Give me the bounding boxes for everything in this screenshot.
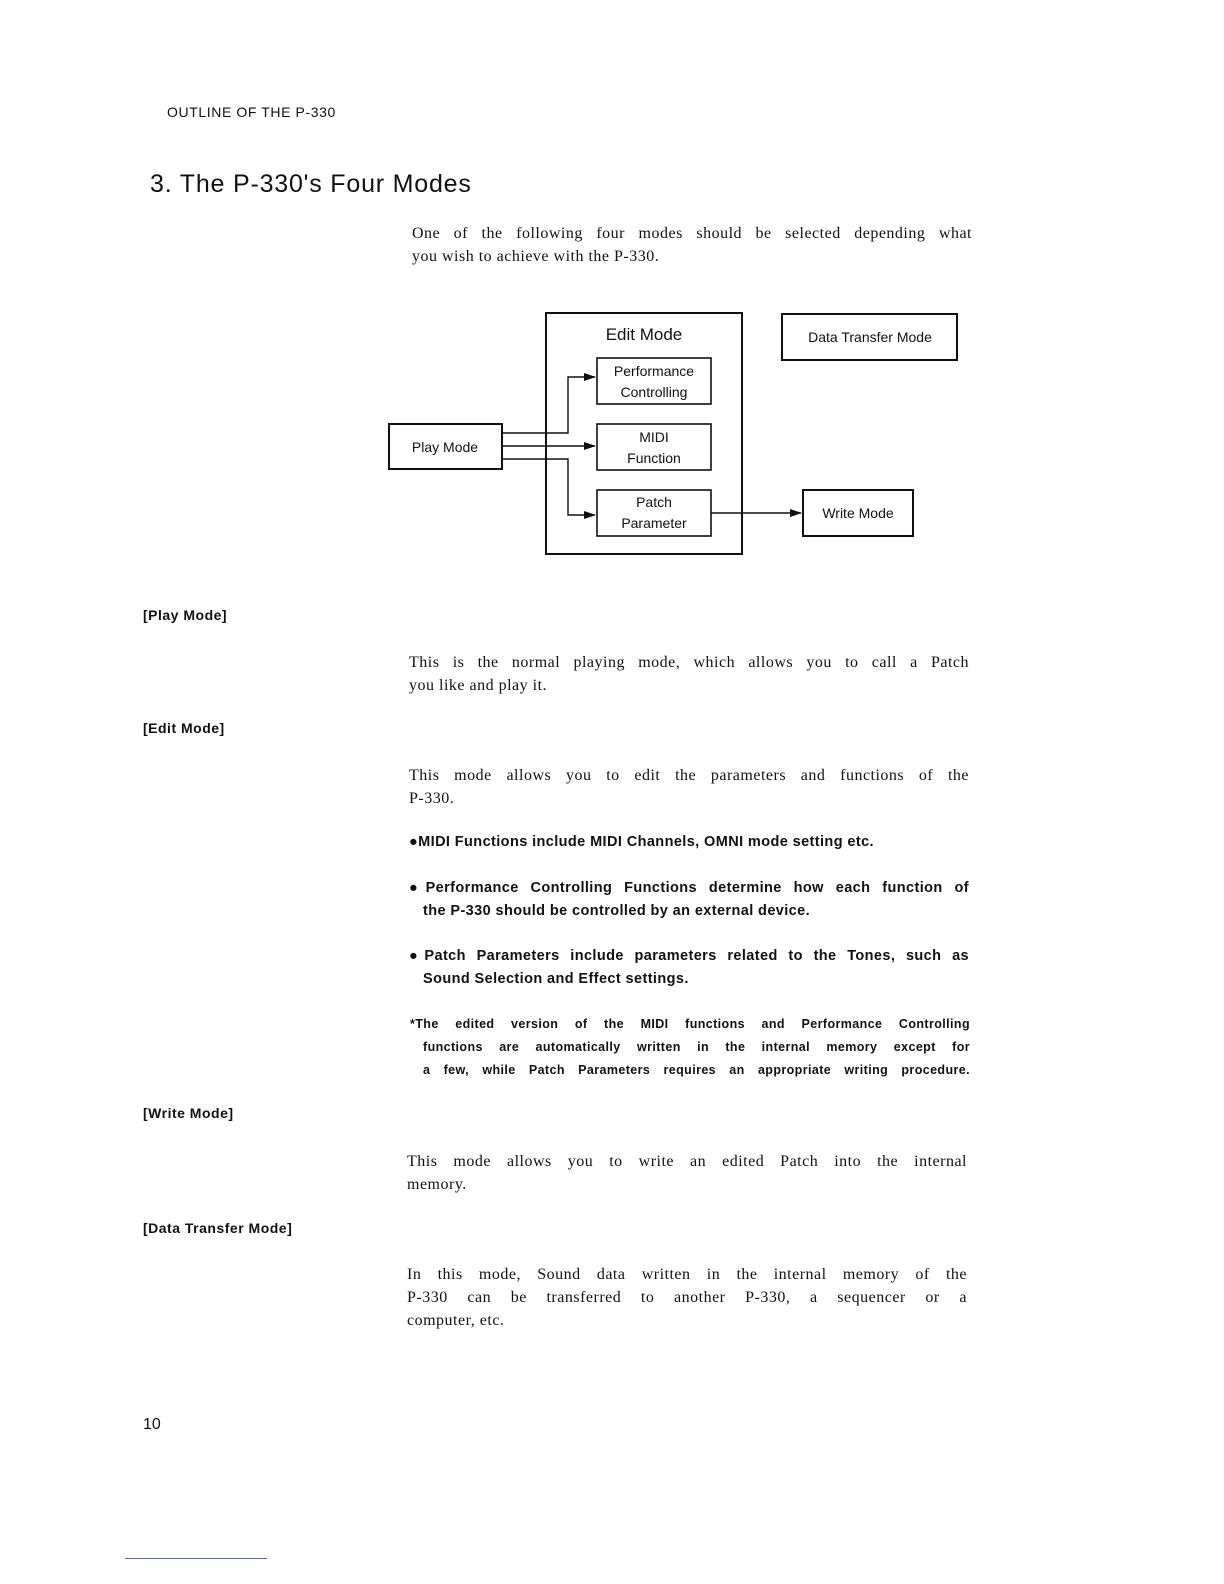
note-line-2: functions are automatically written in the internal memory except for (423, 1040, 970, 1054)
performance-bullet-line-2: the P-330 should be controlled by an external device. (423, 903, 811, 919)
write-mode-line-1: This mode allows you to write an edited Patch into the internal (407, 1153, 967, 1170)
patch-label-line-2: Parameter (621, 515, 687, 531)
data-transfer-mode-description (407, 1263, 967, 1332)
play-mode-label: Play Mode (411, 439, 479, 455)
midi-label-line-2: Function (627, 450, 681, 466)
intro-line-1: One of the following four modes should be selected depending what (412, 225, 972, 242)
write-mode-heading: [Write Mode] (143, 1105, 234, 1121)
performance-bullet-line-1: ●Performance Controlling Functions determine how each function of (409, 880, 969, 896)
section-title: 3. The P-330's Four Modes (150, 170, 472, 198)
play-mode-description (409, 651, 969, 697)
note-line-1: *The edited version of the MIDI functions and Performance Controlling (410, 1017, 970, 1031)
patch-parameters-bullet (409, 945, 969, 991)
patch-bullet-line-1: ●Patch Parameters include parameters related to the Tones, such as (409, 948, 969, 964)
data-transfer-line-1: In this mode, Sound data written in the internal memory of the (407, 1266, 967, 1283)
midi-label-line-1: MIDI (639, 429, 669, 445)
edit-mode-heading: [Edit Mode] (143, 720, 225, 736)
patch-bullet-line-2: Sound Selection and Effect settings. (423, 971, 689, 987)
performance-label-line-1: Performance (613, 363, 695, 379)
play-mode-line-1: This is the normal playing mode, which allows you to call a Patch (409, 654, 969, 671)
edit-mode-label: Edit Mode (605, 325, 683, 344)
page-number: 10 (143, 1416, 161, 1433)
data-transfer-mode-label: Data Transfer Mode (808, 329, 932, 345)
play-mode-heading: [Play Mode] (143, 607, 228, 623)
edit-mode-description (409, 764, 969, 810)
mode-diagram (385, 310, 975, 560)
intro-paragraph (412, 222, 972, 268)
play-mode-line-2: you like and play it. (409, 677, 548, 694)
data-transfer-mode-heading: [Data Transfer Mode] (143, 1220, 293, 1236)
note-line-3: a few, while Patch Parameters requires an appropriate writing procedure. (423, 1063, 970, 1077)
intro-line-2: you wish to achieve with the P-330. (412, 248, 660, 265)
performance-label-line-2: Controlling (620, 384, 688, 400)
write-mode-description (407, 1150, 967, 1196)
write-mode-line-2: memory. (407, 1176, 467, 1193)
data-transfer-line-3: computer, etc. (407, 1312, 505, 1329)
edit-mode-note (410, 1013, 970, 1082)
data-transfer-line-2: P-330 can be transferred to another P-330, a sequencer or a (407, 1289, 967, 1306)
arrow-play-to-patch (502, 459, 595, 515)
edit-mode-line-2: P-330. (409, 790, 455, 807)
performance-functions-bullet (409, 877, 969, 923)
midi-functions-bullet: ●MIDI Functions include MIDI Channels, OMNI mode setting etc. (409, 834, 874, 850)
patch-label-line-1: Patch (636, 494, 672, 510)
edit-mode-line-1: This mode allows you to edit the parameters and functions of the (409, 767, 969, 784)
footer-rule (125, 1558, 267, 1559)
arrow-play-to-performance (502, 377, 595, 433)
running-head: OUTLINE OF THE P-330 (167, 104, 336, 120)
write-mode-label: Write Mode (822, 505, 894, 521)
